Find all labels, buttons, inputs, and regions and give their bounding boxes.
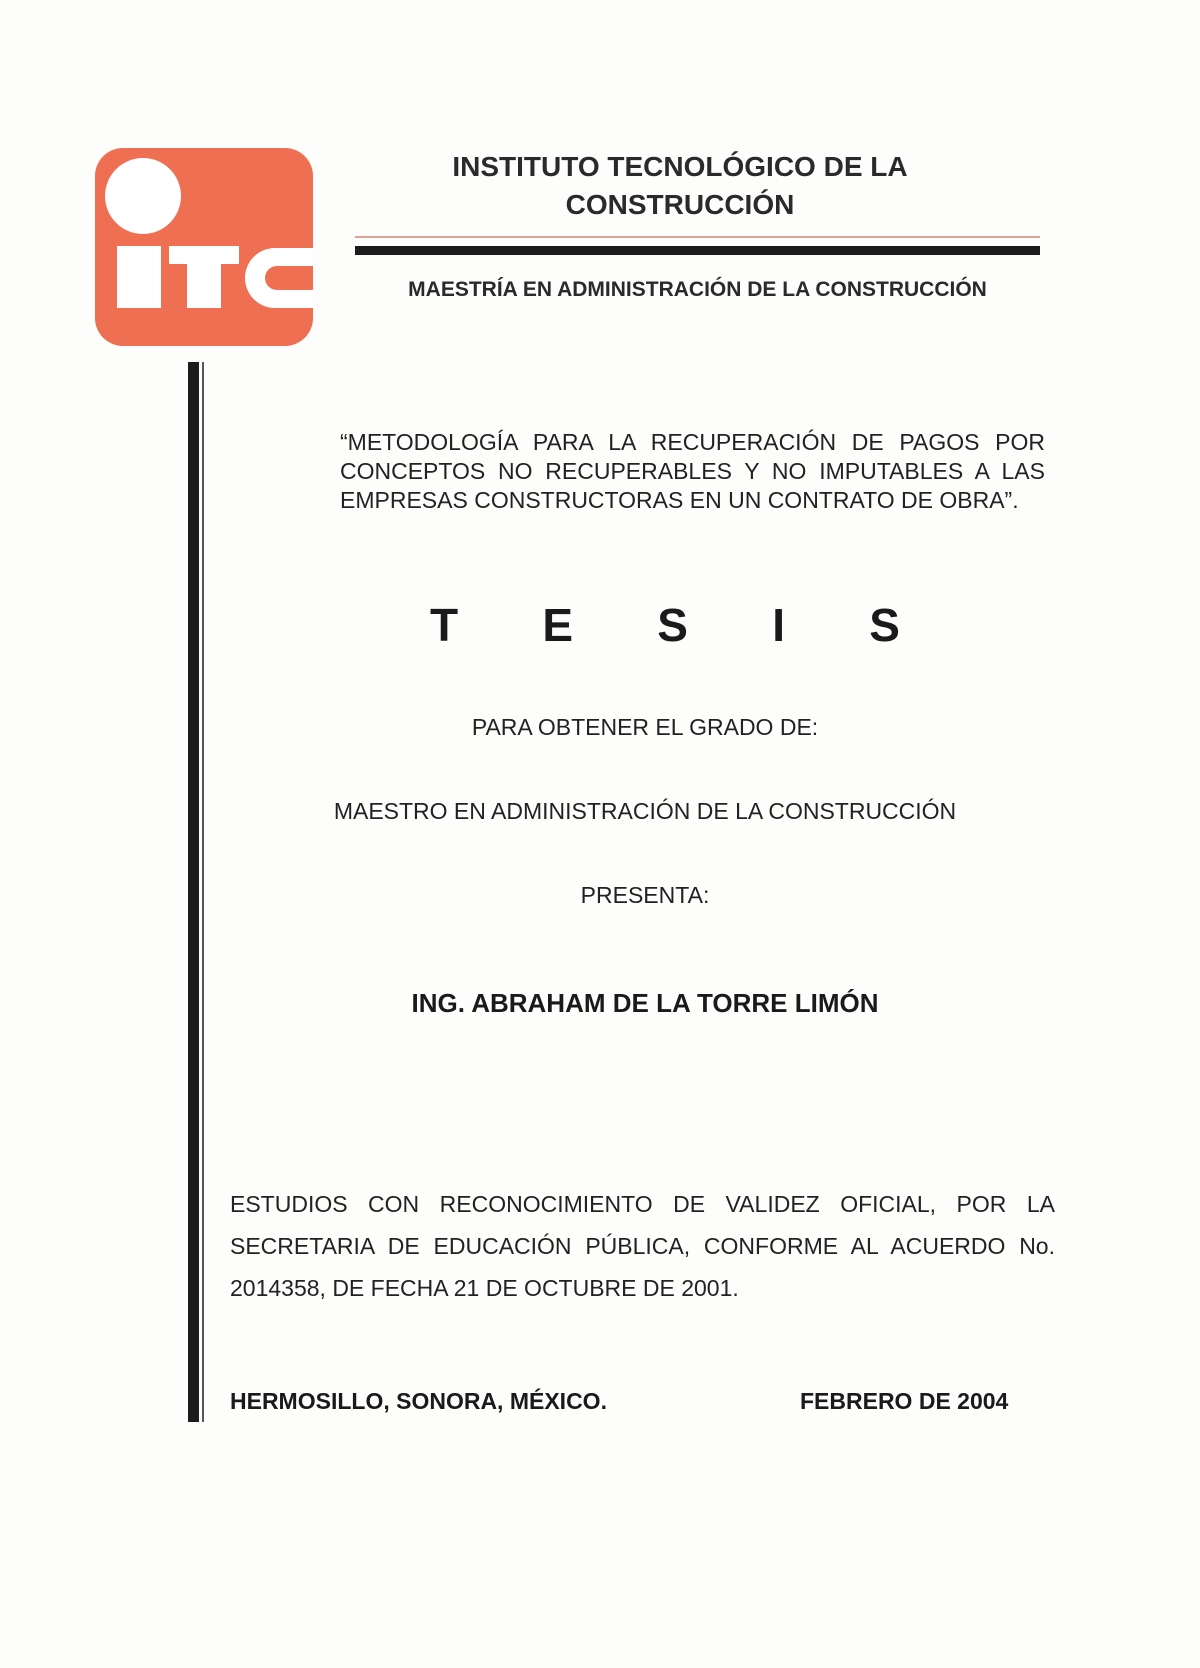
presenta-label: PRESENTA: bbox=[580, 882, 710, 908]
author-name: ING. ABRAHAM DE LA TORRE LIMÓN bbox=[411, 988, 879, 1018]
footer-place: HERMOSILLO, SONORA, MÉXICO. bbox=[230, 1388, 607, 1414]
tesis-letter: S bbox=[657, 599, 688, 651]
degree-name: MAESTRO EN ADMINISTRACIÓN DE LA CONSTRUCCIÓN bbox=[333, 798, 957, 824]
footer-date: FEBRERO DE 2004 bbox=[800, 1388, 1009, 1414]
tesis-letter: T bbox=[430, 599, 459, 651]
rvoe-statement: ESTUDIOS CON RECONOCIMIENTO DE VALIDEZ OFICIAL, POR LA SECRETARIA DE EDUCACIÓN PÚBLICA, CONFORME AL ACUERDO No. 2014358, DE FECHA 21 DE OCTUBRE DE 2001. bbox=[230, 1191, 1055, 1301]
header-thin-rule bbox=[355, 236, 1040, 238]
institute-name-line1: INSTITUTO TECNOLÓGICO DE LA bbox=[452, 151, 908, 182]
tesis-letter: S bbox=[869, 599, 900, 651]
itc-logo-mark bbox=[95, 148, 313, 346]
tesis-heading bbox=[430, 598, 900, 652]
program-name: MAESTRÍA EN ADMINISTRACIÓN DE LA CONSTRUCCIÓN bbox=[408, 278, 987, 301]
institute-name bbox=[345, 148, 1015, 224]
institute-name-line2: CONSTRUCCIÓN bbox=[565, 189, 795, 220]
header-thick-rule bbox=[355, 246, 1040, 255]
vertical-bar bbox=[188, 362, 199, 1422]
degree-intro: PARA OBTENER EL GRADO DE: bbox=[471, 714, 819, 740]
tesis-letter: I bbox=[772, 599, 786, 651]
tesis-letter: E bbox=[542, 599, 574, 651]
itc-logo bbox=[95, 148, 313, 346]
thesis-title: “METODOLOGÍA PARA LA RECUPERACIÓN DE PAGOS POR CONCEPTOS NO RECUPERABLES Y NO IMPUTABLES A LAS EMPRESAS CONSTRUCTORAS EN UN CONTRATO DE OBRA”. bbox=[340, 429, 1045, 513]
vertical-bar-line bbox=[202, 362, 204, 1422]
